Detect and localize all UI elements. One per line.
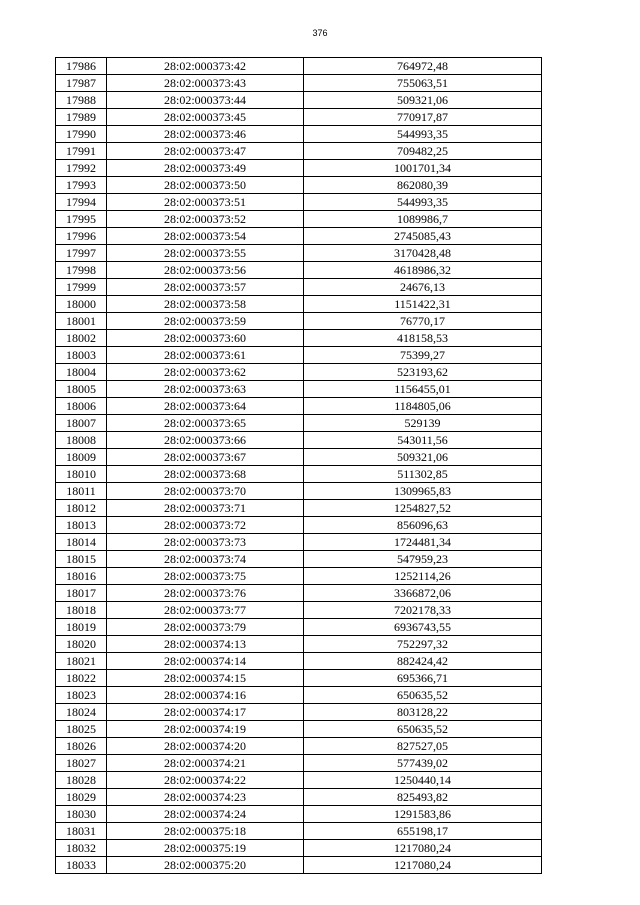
value-cell: 75399,27: [304, 347, 542, 364]
cadastral-number-cell: 28:02:000373:63: [107, 381, 304, 398]
row-number-cell: 18003: [56, 347, 107, 364]
table-row: [56, 245, 542, 262]
table-body: [56, 58, 542, 874]
table-row: [56, 398, 542, 415]
row-number-cell: 18022: [56, 670, 107, 687]
value-cell: 1217080,24: [304, 857, 542, 874]
row-number-cell: 17995: [56, 211, 107, 228]
value-cell: 650635,52: [304, 721, 542, 738]
row-number-cell: 18006: [56, 398, 107, 415]
value-cell: 509321,06: [304, 92, 542, 109]
value-cell: 577439,02: [304, 755, 542, 772]
row-number-cell: 17998: [56, 262, 107, 279]
cadastral-number-cell: 28:02:000373:60: [107, 330, 304, 347]
value-cell: 2745085,43: [304, 228, 542, 245]
table-row: [56, 687, 542, 704]
table-row: [56, 721, 542, 738]
cadastral-number-cell: 28:02:000374:22: [107, 772, 304, 789]
row-number-cell: 17994: [56, 194, 107, 211]
value-cell: 4618986,32: [304, 262, 542, 279]
table-row: [56, 483, 542, 500]
table-row: [56, 228, 542, 245]
row-number-cell: 17990: [56, 126, 107, 143]
row-number-cell: 18025: [56, 721, 107, 738]
cadastral-number-cell: 28:02:000373:57: [107, 279, 304, 296]
table-row: [56, 653, 542, 670]
row-number-cell: 18027: [56, 755, 107, 772]
value-cell: 544993,35: [304, 194, 542, 211]
value-cell: 7202178,33: [304, 602, 542, 619]
row-number-cell: 18007: [56, 415, 107, 432]
value-cell: 1156455,01: [304, 381, 542, 398]
row-number-cell: 18032: [56, 840, 107, 857]
cadastral-number-cell: 28:02:000373:46: [107, 126, 304, 143]
value-cell: 6936743,55: [304, 619, 542, 636]
row-number-cell: 18024: [56, 704, 107, 721]
cadastral-value-table: [55, 57, 542, 874]
value-cell: 1309965,83: [304, 483, 542, 500]
cadastral-number-cell: 28:02:000373:71: [107, 500, 304, 517]
value-cell: 523193,62: [304, 364, 542, 381]
table-row: [56, 772, 542, 789]
cadastral-number-cell: 28:02:000373:55: [107, 245, 304, 262]
row-number-cell: 18013: [56, 517, 107, 534]
value-cell: 650635,52: [304, 687, 542, 704]
cadastral-number-cell: 28:02:000374:24: [107, 806, 304, 823]
row-number-cell: 18031: [56, 823, 107, 840]
value-cell: 3366872,06: [304, 585, 542, 602]
row-number-cell: 18014: [56, 534, 107, 551]
table-row: [56, 551, 542, 568]
table-row: [56, 517, 542, 534]
row-number-cell: 18029: [56, 789, 107, 806]
table-row: [56, 177, 542, 194]
cadastral-number-cell: 28:02:000373:66: [107, 432, 304, 449]
row-number-cell: 18021: [56, 653, 107, 670]
value-cell: 709482,25: [304, 143, 542, 160]
value-cell: 764972,48: [304, 58, 542, 75]
value-cell: 544993,35: [304, 126, 542, 143]
cadastral-number-cell: 28:02:000374:16: [107, 687, 304, 704]
table-row: [56, 381, 542, 398]
cadastral-number-cell: 28:02:000374:15: [107, 670, 304, 687]
table-row: [56, 568, 542, 585]
table-row: [56, 432, 542, 449]
cadastral-number-cell: 28:02:000374:13: [107, 636, 304, 653]
row-number-cell: 18016: [56, 568, 107, 585]
row-number-cell: 18030: [56, 806, 107, 823]
cadastral-number-cell: 28:02:000373:62: [107, 364, 304, 381]
value-cell: 655198,17: [304, 823, 542, 840]
cadastral-number-cell: 28:02:000373:76: [107, 585, 304, 602]
cadastral-number-cell: 28:02:000373:75: [107, 568, 304, 585]
row-number-cell: 17986: [56, 58, 107, 75]
row-number-cell: 18026: [56, 738, 107, 755]
cadastral-number-cell: 28:02:000373:74: [107, 551, 304, 568]
cadastral-number-cell: 28:02:000373:56: [107, 262, 304, 279]
table-row: [56, 602, 542, 619]
cadastral-number-cell: 28:02:000373:73: [107, 534, 304, 551]
value-cell: 695366,71: [304, 670, 542, 687]
row-number-cell: 17989: [56, 109, 107, 126]
table-row: [56, 330, 542, 347]
table-row: [56, 857, 542, 874]
row-number-cell: 17991: [56, 143, 107, 160]
row-number-cell: 18017: [56, 585, 107, 602]
cadastral-number-cell: 28:02:000373:67: [107, 449, 304, 466]
row-number-cell: 18023: [56, 687, 107, 704]
value-cell: 1217080,24: [304, 840, 542, 857]
cadastral-number-cell: 28:02:000373:79: [107, 619, 304, 636]
value-cell: 547959,23: [304, 551, 542, 568]
row-number-cell: 18004: [56, 364, 107, 381]
table-row: [56, 738, 542, 755]
cadastral-number-cell: 28:02:000373:58: [107, 296, 304, 313]
row-number-cell: 17987: [56, 75, 107, 92]
row-number-cell: 17996: [56, 228, 107, 245]
cadastral-number-cell: 28:02:000375:20: [107, 857, 304, 874]
cadastral-number-cell: 28:02:000373:72: [107, 517, 304, 534]
value-cell: 1089986,7: [304, 211, 542, 228]
row-number-cell: 18009: [56, 449, 107, 466]
cadastral-number-cell: 28:02:000374:21: [107, 755, 304, 772]
table-row: [56, 75, 542, 92]
table-row: [56, 585, 542, 602]
value-cell: 770917,87: [304, 109, 542, 126]
cadastral-number-cell: 28:02:000373:42: [107, 58, 304, 75]
row-number-cell: 18015: [56, 551, 107, 568]
value-cell: 755063,51: [304, 75, 542, 92]
value-cell: 1001701,34: [304, 160, 542, 177]
table-row: [56, 296, 542, 313]
value-cell: 3170428,48: [304, 245, 542, 262]
value-cell: 1151422,31: [304, 296, 542, 313]
cadastral-number-cell: 28:02:000373:70: [107, 483, 304, 500]
cadastral-number-cell: 28:02:000374:19: [107, 721, 304, 738]
table-row: [56, 619, 542, 636]
value-cell: 511302,85: [304, 466, 542, 483]
table-row: [56, 415, 542, 432]
value-cell: 856096,63: [304, 517, 542, 534]
value-cell: 827527,05: [304, 738, 542, 755]
cadastral-number-cell: 28:02:000373:47: [107, 143, 304, 160]
cadastral-number-cell: 28:02:000375:19: [107, 840, 304, 857]
table-row: [56, 840, 542, 857]
row-number-cell: 17993: [56, 177, 107, 194]
cadastral-number-cell: 28:02:000373:44: [107, 92, 304, 109]
table-row: [56, 789, 542, 806]
cadastral-number-cell: 28:02:000373:49: [107, 160, 304, 177]
value-cell: 529139: [304, 415, 542, 432]
cadastral-number-cell: 28:02:000374:23: [107, 789, 304, 806]
page-number: 376: [312, 28, 328, 38]
value-cell: 752297,32: [304, 636, 542, 653]
value-cell: 1250440,14: [304, 772, 542, 789]
row-number-cell: 18011: [56, 483, 107, 500]
value-cell: 1252114,26: [304, 568, 542, 585]
value-cell: 24676,13: [304, 279, 542, 296]
table-row: [56, 313, 542, 330]
cadastral-number-cell: 28:02:000373:61: [107, 347, 304, 364]
cadastral-number-cell: 28:02:000373:51: [107, 194, 304, 211]
table-row: [56, 126, 542, 143]
value-cell: 882424,42: [304, 653, 542, 670]
table-row: [56, 109, 542, 126]
cadastral-number-cell: 28:02:000373:68: [107, 466, 304, 483]
value-cell: 803128,22: [304, 704, 542, 721]
table-row: [56, 160, 542, 177]
cadastral-number-cell: 28:02:000375:18: [107, 823, 304, 840]
cadastral-number-cell: 28:02:000373:64: [107, 398, 304, 415]
cadastral-number-cell: 28:02:000373:59: [107, 313, 304, 330]
row-number-cell: 18020: [56, 636, 107, 653]
value-cell: 1254827,52: [304, 500, 542, 517]
row-number-cell: 17997: [56, 245, 107, 262]
cadastral-number-cell: 28:02:000374:14: [107, 653, 304, 670]
cadastral-number-cell: 28:02:000374:17: [107, 704, 304, 721]
value-cell: 1184805,06: [304, 398, 542, 415]
table-row: [56, 704, 542, 721]
table-row: [56, 534, 542, 551]
table-row: [56, 466, 542, 483]
table-row: [56, 211, 542, 228]
table-row: [56, 194, 542, 211]
table-row: [56, 670, 542, 687]
row-number-cell: 18033: [56, 857, 107, 874]
cadastral-number-cell: 28:02:000373:50: [107, 177, 304, 194]
table-row: [56, 449, 542, 466]
row-number-cell: 17988: [56, 92, 107, 109]
row-number-cell: 18000: [56, 296, 107, 313]
value-cell: 1291583,86: [304, 806, 542, 823]
value-cell: 543011,56: [304, 432, 542, 449]
value-cell: 862080,39: [304, 177, 542, 194]
table-row: [56, 58, 542, 75]
table-row: [56, 279, 542, 296]
value-cell: 418158,53: [304, 330, 542, 347]
row-number-cell: 18012: [56, 500, 107, 517]
cadastral-number-cell: 28:02:000373:45: [107, 109, 304, 126]
table-row: [56, 262, 542, 279]
cadastral-number-cell: 28:02:000373:54: [107, 228, 304, 245]
table-row: [56, 364, 542, 381]
table-row: [56, 92, 542, 109]
value-cell: 76770,17: [304, 313, 542, 330]
table-row: [56, 755, 542, 772]
cadastral-number-cell: 28:02:000373:65: [107, 415, 304, 432]
row-number-cell: 18028: [56, 772, 107, 789]
row-number-cell: 18008: [56, 432, 107, 449]
table-row: [56, 823, 542, 840]
table-row: [56, 806, 542, 823]
value-cell: 1724481,34: [304, 534, 542, 551]
cadastral-number-cell: 28:02:000373:52: [107, 211, 304, 228]
row-number-cell: 18010: [56, 466, 107, 483]
row-number-cell: 18001: [56, 313, 107, 330]
cadastral-number-cell: 28:02:000373:77: [107, 602, 304, 619]
table-row: [56, 500, 542, 517]
row-number-cell: 18019: [56, 619, 107, 636]
row-number-cell: 18018: [56, 602, 107, 619]
value-cell: 509321,06: [304, 449, 542, 466]
value-cell: 825493,82: [304, 789, 542, 806]
cadastral-number-cell: 28:02:000374:20: [107, 738, 304, 755]
row-number-cell: 18005: [56, 381, 107, 398]
table-row: [56, 636, 542, 653]
table-row: [56, 347, 542, 364]
table-row: [56, 143, 542, 160]
row-number-cell: 17992: [56, 160, 107, 177]
cadastral-number-cell: 28:02:000373:43: [107, 75, 304, 92]
row-number-cell: 18002: [56, 330, 107, 347]
row-number-cell: 17999: [56, 279, 107, 296]
